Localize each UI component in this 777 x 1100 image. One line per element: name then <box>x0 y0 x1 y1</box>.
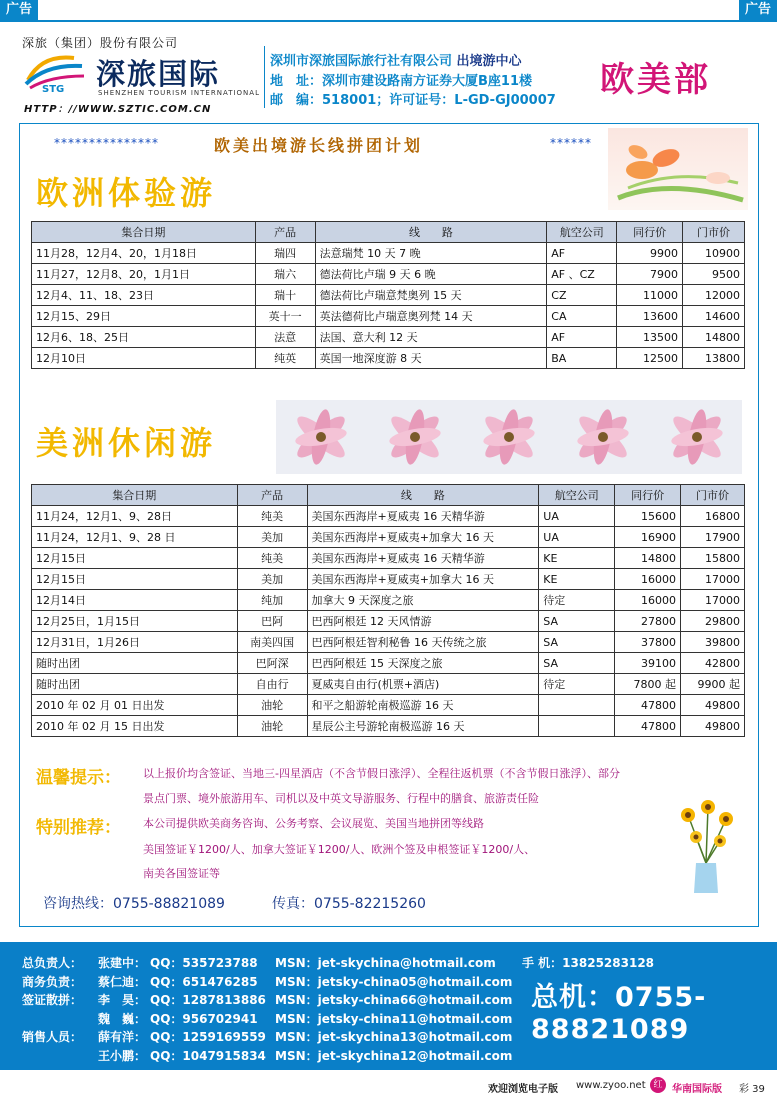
table-row <box>32 285 745 306</box>
contact-extra: 手 机：13825283128 <box>522 956 655 970</box>
ad-tag-right: 广告 <box>739 0 777 20</box>
table-cell: 随时出团 <box>32 674 238 695</box>
table-row <box>32 306 745 327</box>
table-row <box>32 264 745 285</box>
table-header-cell: 线 路 <box>315 222 547 243</box>
stars-right: ****** <box>550 136 592 150</box>
table-cell <box>539 716 615 737</box>
page-number: 彩 39 <box>739 1084 765 1095</box>
table-cell: 9900 起 <box>681 674 745 695</box>
table-cell: 南美四国 <box>237 632 307 653</box>
contact-msn[interactable]: MSN：jetsky-china11@hotmail.com <box>275 1011 513 1026</box>
contact-name: 蔡仁迪： <box>98 974 147 989</box>
contact-name: 王小鹏： <box>98 1048 147 1063</box>
table-cell: 12月14日 <box>32 590 238 611</box>
table-cell: 10900 <box>683 243 745 264</box>
contact-name: 魏 巍： <box>98 1011 147 1026</box>
table-cell: AF <box>547 243 617 264</box>
table-row <box>32 348 745 369</box>
postcode-label: 邮 编： <box>270 93 323 108</box>
company-name: 深旅（集团）股份有限公司 <box>22 36 179 50</box>
tulip-image <box>608 128 748 210</box>
table-row <box>32 716 745 737</box>
table-row <box>32 243 745 264</box>
table-cell: 巴西阿根廷 12 天风情游 <box>307 611 539 632</box>
table-row <box>32 611 745 632</box>
table-cell: 油轮 <box>237 716 307 737</box>
table-cell: 纯加 <box>237 590 307 611</box>
contact-qq[interactable]: QQ：1287813886 <box>150 993 266 1007</box>
contact-name: 张建中： <box>98 956 147 970</box>
browse-text: 欢迎浏览电子版 <box>488 1084 558 1095</box>
table-cell: 和平之船游轮南极巡游 16 天 <box>307 695 539 716</box>
table-row <box>32 590 745 611</box>
address-line <box>270 70 532 89</box>
table-cell: 39800 <box>681 632 745 653</box>
table-header-cell: 同行价 <box>615 485 681 506</box>
table-header-cell: 航空公司 <box>547 222 617 243</box>
lily-icon <box>654 400 740 474</box>
table-cell: 9900 <box>617 243 683 264</box>
table-row <box>32 674 745 695</box>
table-cell: SA <box>539 653 615 674</box>
table-cell: 瑞六 <box>255 264 315 285</box>
website-url: HTTP：//WWW.SZTIC.COM.CN <box>24 104 212 115</box>
table-cell: 12月15日 <box>32 548 238 569</box>
table-cell: 17000 <box>681 590 745 611</box>
contact-name: 李 昊： <box>98 993 147 1007</box>
table-cell: 9500 <box>683 264 745 285</box>
contact-qq[interactable]: QQ：1047915834 <box>150 1048 266 1063</box>
table-cell: 美国东西海岸+夏威夷+加拿大 16 天 <box>307 527 539 548</box>
table-cell: 29800 <box>681 611 745 632</box>
contact-qq[interactable]: QQ：651476285 <box>150 974 258 989</box>
table-cell: 16900 <box>615 527 681 548</box>
table-cell: 16800 <box>681 506 745 527</box>
table-cell: 17900 <box>681 527 745 548</box>
table-cell: 加拿大 9 天深度之旅 <box>307 590 539 611</box>
table-header-cell: 门市价 <box>681 485 745 506</box>
contact-role: 销售人员： <box>22 1030 83 1044</box>
table-cell: 英国一地深度游 8 天 <box>315 348 547 369</box>
table-header-cell: 产品 <box>237 485 307 506</box>
table-cell: 11月24，12月1、9、28日 <box>32 506 238 527</box>
table-cell: 7900 <box>617 264 683 285</box>
table-cell: 13500 <box>617 327 683 348</box>
agency-name: 深圳市深旅国际旅行社有限公司 <box>270 54 453 69</box>
america-section-title: 美洲休闲游 <box>36 424 217 462</box>
tips-label: 温馨提示： <box>36 768 121 788</box>
table-cell: 随时出团 <box>32 653 238 674</box>
postcode-line <box>270 89 556 108</box>
table-cell: 星辰公主号游轮南极巡游 16 天 <box>307 716 539 737</box>
brand-english: SHENZHEN TOURISM INTERNATIONAL <box>98 89 260 97</box>
table-cell: 12月6、18、25日 <box>32 327 256 348</box>
plan-title: 欧美出境游长线拼团计划 <box>214 136 424 155</box>
agency-line <box>270 50 522 69</box>
contact-qq[interactable]: QQ：956702941 <box>150 1011 258 1026</box>
address-label: 地 址： <box>270 74 323 89</box>
table-header-cell: 集合日期 <box>32 222 256 243</box>
stars-left: *************** <box>54 136 159 150</box>
table-row <box>32 632 745 653</box>
table-row <box>32 653 745 674</box>
tips-line-2: 景点门票、境外旅游用车、司机以及中英文导游服务、行程中的膳食、旅游责任险 <box>143 792 539 805</box>
table-cell: 巴阿深 <box>237 653 307 674</box>
table-cell: 15600 <box>615 506 681 527</box>
table-header-cell: 同行价 <box>617 222 683 243</box>
recommend-line-3: 南美各国签证等 <box>143 867 220 880</box>
table-cell: 27800 <box>615 611 681 632</box>
table-cell: 14800 <box>615 548 681 569</box>
table-cell: 巴阿 <box>237 611 307 632</box>
table-cell: SA <box>539 632 615 653</box>
table-cell: 47800 <box>615 695 681 716</box>
brand-name: 深旅国际 <box>96 57 221 91</box>
table-cell: 49800 <box>681 695 745 716</box>
table-cell: 13800 <box>683 348 745 369</box>
contact-name: 薛有洋： <box>98 1030 147 1044</box>
table-cell: 英十一 <box>255 306 315 327</box>
site-link[interactable]: www.zyoo.net <box>576 1080 646 1091</box>
table-cell: 16000 <box>615 590 681 611</box>
table-cell: 纯美 <box>237 548 307 569</box>
main-phone: 总机：0755-88821089 <box>531 982 707 1045</box>
table-cell: 39100 <box>615 653 681 674</box>
tips-line-1: 以上报价均含签证、当地三-四星酒店（不含节假日涨浮）、全程往返机票（不含节假日涨浮）、部分 <box>143 767 620 780</box>
postcode-value: 518001；许可证号：L-GD-GJ00007 <box>322 93 556 108</box>
table-cell: CA <box>547 306 617 327</box>
table-header-row <box>32 485 745 506</box>
table-cell: 美国东西海岸+夏威夷+加拿大 16 天 <box>307 569 539 590</box>
table-cell: 15800 <box>681 548 745 569</box>
contact-qq[interactable]: QQ：535723788 <box>150 956 258 970</box>
table-cell: 美国东西海岸+夏威夷 16 天精华游 <box>307 506 539 527</box>
table-cell: 油轮 <box>237 695 307 716</box>
header-divider <box>264 46 265 108</box>
table-cell: 12月31日，1月26日 <box>32 632 238 653</box>
table-cell: 47800 <box>615 716 681 737</box>
contact-msn[interactable]: MSN：jet-skychina@hotmail.com <box>275 956 496 970</box>
table-cell: 12000 <box>683 285 745 306</box>
recommend-label: 特别推荐： <box>36 818 121 838</box>
table-cell: SA <box>539 611 615 632</box>
table-cell: 美国东西海岸+夏威夷 16 天精华游 <box>307 548 539 569</box>
department-title: 欧美部 <box>600 60 711 100</box>
ad-tag-left: 广告 <box>0 0 38 20</box>
europe-section-title: 欧洲体验游 <box>36 174 217 212</box>
table-cell: 自由行 <box>237 674 307 695</box>
lily-icon <box>278 400 364 474</box>
table-header-cell: 航空公司 <box>539 485 615 506</box>
table-row <box>32 548 745 569</box>
table-cell: 法意 <box>255 327 315 348</box>
table-cell: UA <box>539 527 615 548</box>
table-cell: 巴西阿根廷 15 天深度之旅 <box>307 653 539 674</box>
table-cell: 14800 <box>683 327 745 348</box>
table-cell: 7800 起 <box>615 674 681 695</box>
table-cell: 法国、意大利 12 天 <box>315 327 547 348</box>
america-table <box>31 484 745 737</box>
table-cell: 37800 <box>615 632 681 653</box>
table-cell: 11000 <box>617 285 683 306</box>
table-cell: 16000 <box>615 569 681 590</box>
table-cell: 11月28，12月4、20，1月18日 <box>32 243 256 264</box>
address-value: 深圳市建设路南方证券大厦B座11楼 <box>322 74 533 89</box>
table-cell: 12月15日 <box>32 569 238 590</box>
table-cell: 美加 <box>237 569 307 590</box>
table-cell: 纯美 <box>237 506 307 527</box>
edition-text: 华南国际版 <box>672 1084 722 1095</box>
table-header-cell: 线 路 <box>307 485 539 506</box>
table-cell: 瑞四 <box>255 243 315 264</box>
table-header-row <box>32 222 745 243</box>
table-cell: 瑞十 <box>255 285 315 306</box>
table-cell: KE <box>539 569 615 590</box>
table-cell: 12月10日 <box>32 348 256 369</box>
table-cell: 英法德荷比卢瑞意奥列梵 14 天 <box>315 306 547 327</box>
table-cell: CZ <box>547 285 617 306</box>
table-cell: 德法荷比卢瑞意梵奥列 15 天 <box>315 285 547 306</box>
table-row <box>32 327 745 348</box>
recommend-line-1: 本公司提供欧美商务咨询、公务考察、会议展览、美国当地拼团等线路 <box>143 817 484 830</box>
table-cell: 11月24，12月1、9、28 日 <box>32 527 238 548</box>
lily-icon <box>560 400 646 474</box>
table-cell: 13600 <box>617 306 683 327</box>
contact-role: 签证散拼： <box>22 993 83 1007</box>
lily-image-strip <box>276 400 742 474</box>
sunflower-vase-image <box>666 793 746 897</box>
publisher-mark-icon: 红 <box>650 1077 666 1093</box>
table-header-cell: 门市价 <box>683 222 745 243</box>
table-cell: KE <box>539 548 615 569</box>
table-cell: 11月27，12月8、20，1月1日 <box>32 264 256 285</box>
table-row <box>32 695 745 716</box>
table-cell: AF <box>547 327 617 348</box>
consult-hotline: 咨询热线：0755-88821089 <box>43 896 225 912</box>
table-cell: 2010 年 02 月 01 日出发 <box>32 695 238 716</box>
fax-number: 传真：0755-82215260 <box>272 896 426 912</box>
table-row <box>32 569 745 590</box>
contact-msn[interactable]: MSN：jetsky-china05@hotmail.com <box>275 974 513 989</box>
contact-role: 总负责人： <box>22 956 83 970</box>
contact-msn[interactable]: MSN：jetsky-china66@hotmail.com <box>275 993 513 1007</box>
table-header-cell: 产品 <box>255 222 315 243</box>
table-cell: UA <box>539 506 615 527</box>
table-cell: 待定 <box>539 674 615 695</box>
table-row <box>32 506 745 527</box>
contact-qq[interactable]: QQ：1259169559 <box>150 1030 266 1044</box>
table-cell: 巴西阿根廷智利秘鲁 16 天传统之旅 <box>307 632 539 653</box>
lily-icon <box>466 400 552 474</box>
table-cell: 42800 <box>681 653 745 674</box>
recommend-line-2: 美国签证￥1200/人、加拿大签证￥1200/人、欧洲个签及申根签证￥1200/人、 <box>143 843 536 856</box>
contact-role: 商务负责： <box>22 974 83 989</box>
table-cell: 法意瑞梵 10 天 7 晚 <box>315 243 547 264</box>
table-cell: 49800 <box>681 716 745 737</box>
table-cell: 17000 <box>681 569 745 590</box>
contact-msn[interactable]: MSN：jet-skychina13@hotmail.com <box>275 1030 513 1044</box>
contact-msn[interactable]: MSN：jet-skychina12@hotmail.com <box>275 1048 513 1063</box>
table-cell: 12500 <box>617 348 683 369</box>
table-cell: 德法荷比卢瑞 9 天 6 晚 <box>315 264 547 285</box>
table-cell: BA <box>547 348 617 369</box>
table-cell: 2010 年 02 月 15 日出发 <box>32 716 238 737</box>
table-cell: AF 、CZ <box>547 264 617 285</box>
table-cell <box>539 695 615 716</box>
top-divider <box>0 20 777 22</box>
table-cell: 待定 <box>539 590 615 611</box>
table-cell: 美加 <box>237 527 307 548</box>
table-cell: 纯英 <box>255 348 315 369</box>
table-header-cell: 集合日期 <box>32 485 238 506</box>
table-cell: 夏威夷自由行(机票+酒店) <box>307 674 539 695</box>
table-row <box>32 527 745 548</box>
agency-center: 出境游中心 <box>456 54 522 69</box>
table-cell: 12月25日，1月15日 <box>32 611 238 632</box>
table-cell: 14600 <box>683 306 745 327</box>
table-cell: 12月4、11、18、23日 <box>32 285 256 306</box>
logo-text: STG <box>42 84 65 94</box>
table-cell: 12月15、29日 <box>32 306 256 327</box>
europe-table <box>31 221 745 369</box>
lily-icon <box>372 400 458 474</box>
stg-logo-icon <box>22 50 92 94</box>
